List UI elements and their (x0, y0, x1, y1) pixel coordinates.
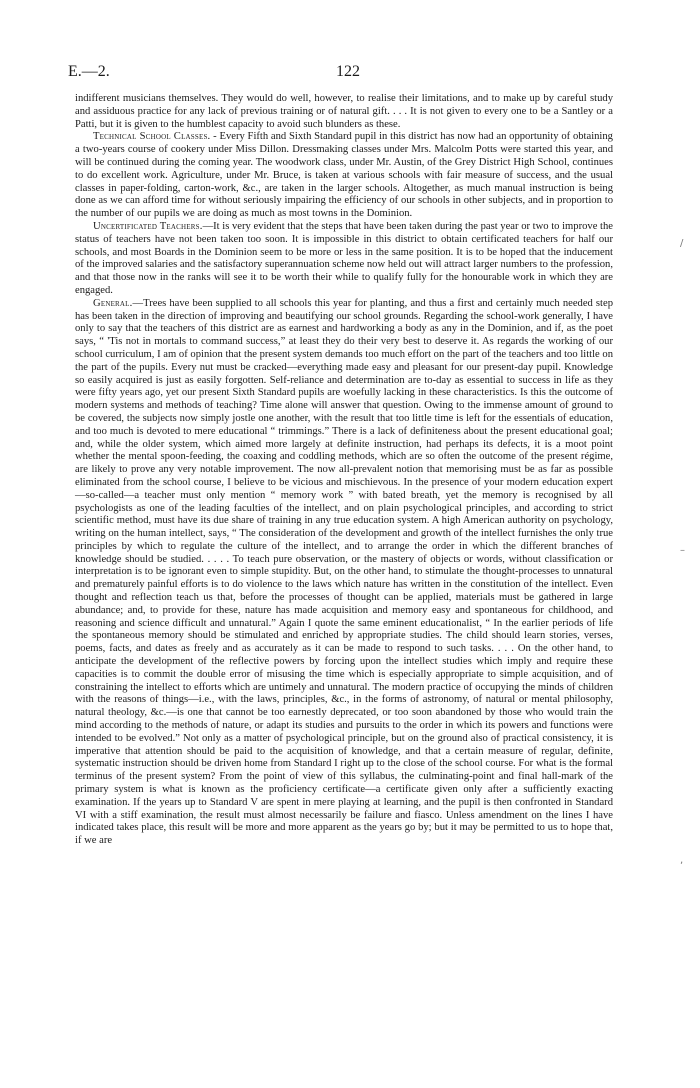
paragraph-technical-school-classes (75, 131, 613, 221)
paragraph-general (75, 298, 613, 848)
section-heading: Uncertificated Teachers. (93, 220, 203, 232)
page-number: 122 (336, 63, 360, 80)
paragraph-text: - Every Fifth and Sixth Standard pupil in this district has now had an opportunity of obtaining a two-years course of cookery under Miss Dillon. Dressmaking classes under Mrs. Malcolm Potts were started this year, and will be continued during the coming year. The woodwork class, under Mr. Austin, of the Grey District High School, continues to do excellent work. Agriculture, under Mr. Bruce, is taken at various schools with fair measure of success, and the usual classes in paper-folding, carton-work, &c., are taken in the larger schools. Altogether, as much manual instruction is being done as we can afford time for without seriously impairing the efficiency of our schools in other subjects, and in proportion to the number of our pupils we are doing as much as most towns in the Dominion. (75, 131, 613, 220)
paragraph-text: indifferent musicians themselves. They would do well, however, to realise their limitations, and to make up by careful study and assiduous practice for any lack of previous training or of natural gift. . . . It is not given to every one to be a Santley or a Patti, but it is given to the humblest capacity to avoid such blunders as these. (75, 93, 613, 130)
document-reference: E.—2. (68, 63, 110, 80)
paragraph-uncertificated-teachers (75, 221, 613, 298)
paragraph-continuation (75, 93, 613, 131)
section-heading: General. (93, 297, 133, 309)
paragraph-text: —It is very evident that the steps that have been taken during the past year or two to improve the status of teachers have not been taken too soon. It is impossible in this district to obtain certificated teachers for half our schools, and most Boards in the Dominion seem to be more or less in the same position. It is to be hoped that the inducement of the improved salaries and the satisfactory superannuation scheme now held out will attract larger numbers to the profession, and that those now in the ranks will see it to be worth their while to qualify fully for the honourable work in which they are engaged. (75, 220, 613, 296)
paragraph-text: —Trees have been supplied to all schools this year for planting, and thus a first and certainly much needed step has been taken in the direction of improving and beautifying our school grounds. Regarding the school-work generally, I have only to say that the teachers of this district are as earnest and hardworking a body as any in the Dominion, and if, as the poet says, “ 'Tis not in mortals to command success,” at least they do their very best to deserve it. As regards the working of our school curriculum, I am of opinion that the present system demands too much effort on the part of the teachers and too little on the part of the pupils. Every nut must be cracked—everything made easy and pleasant for our present-day pupil. Knowledge so easily acquired is just as easily forgotten. Self-reliance and determination are to-day as essential to success in life as they were fifty years ago, yet our present Sixth Standard pupils are woefully lacking in these characteristics. Is this the outcome of modern systems and methods of teaching? Time alone will answer that question. Owing to the immense amount of ground to be covered, the subjects now simply jostle one another, with the result that too little time is left for the essentials of education, and too much is devoted to mere educational “ trimmings.” There is a lack of definiteness about the present educational goal; and, while the older system, which aimed more largely at definite instruction, had perhaps its defects, it is a moot point whether the mental spoon-feeding, the coaxing and coddling methods, which are so often the outcome of the present régime, are likely to prove any very notable improvement. The now all-prevalent notion that memorising must be as far as possible eliminated from the school course, I believe to be vicious and mischievous. In the presence of your modern education expert—so-called—a teacher must only mention “ memory work ” with bated breath, yet the memory is recognised by all psychologists as one of the leading faculties of the intellect, and on plain psychological principles, and according to strict scientific method, must have its due share of training in any true education system. A high American authority on psychology, writing on the human intellect, says, “ The consideration of the development and growth of the intellect furnishes the only true principles by which to regulate the culture of the intellect, and to arrange the order in which the different branches of knowledge should be studied. . . . . To teach pure observation, or the mastery of objects or words, without classification or interpretation is to be ignorant even to simple stupidity. But, on the other hand, to stimulate the thought-processes to unnatural and prematurely painful efforts is to do violence to the laws which nature has written in the constitution of the intellect. Even thought and reflection teach us that, before the processes of thought can be applied, materials must be gathered in large abundance; and, to provide for these, nature has made acquisition and memory easy and spontaneous for childhood, and reasoning and science difficult and unnatural.” Again I quote the same eminent educationalist, “ In the earlier periods of life the spontaneous memory should be stimulated and enriched by appropriate studies. The child should learn stories, verses, poems, facts, and dates as freely and as accurately as it can be made to respond to such tasks. . . . On the other hand, to anticipate the development of the reflective powers by forcing upon the intellect studies which imply and require these capacities is to commit the double error of misusing the time which is especially appropriate to simple acquisition, and of constraining the intellect to efforts which are untimely and unnatural. The modern practice of occupying the minds of children with the reasons of things—i.e., with the laws, principles, &c., in the forms of astronomy, of natural or mental philosophy, natural theology, &c.—is one that cannot be too earnestly deprecated, or too soon abandoned by those who would train the mind according to the methods of nature, or adapt its studies and pursuits to the order in which its powers and functions were intended to be evolved.” Not only as a matter of psychological principle, but on the ground also of practical consistency, it is imperative that attention should be paid to the acquisition of knowledge, and that a certain measure of regular, definite, systematic instruction should be driven home from Standard I right up to the close of the school course. For what is the formal terminus of the present system? From the point of view of this syllabus, the culminating-point and final hall-mark of the primary system is what is known as the proficiency certificate—a certificate given only after a sufficiently exacting examination. If the years up to Standard V are spent in mere playing at learning, and the pupil is then confronted in Standard VI with a stiff examination, the result must almost necessarily be failure and fiasco. Unless amendment on the lines I have indicated takes place, this result will be more and more apparent as the years go by; but it may be permitted to us to hope that, if we are (75, 297, 613, 847)
page-header (68, 63, 628, 83)
margin-mark: / (680, 238, 684, 249)
section-heading: Technical School Classes. (93, 131, 211, 143)
margin-mark: , (680, 855, 684, 866)
margin-mark: – (680, 545, 685, 556)
body-text (75, 93, 613, 848)
